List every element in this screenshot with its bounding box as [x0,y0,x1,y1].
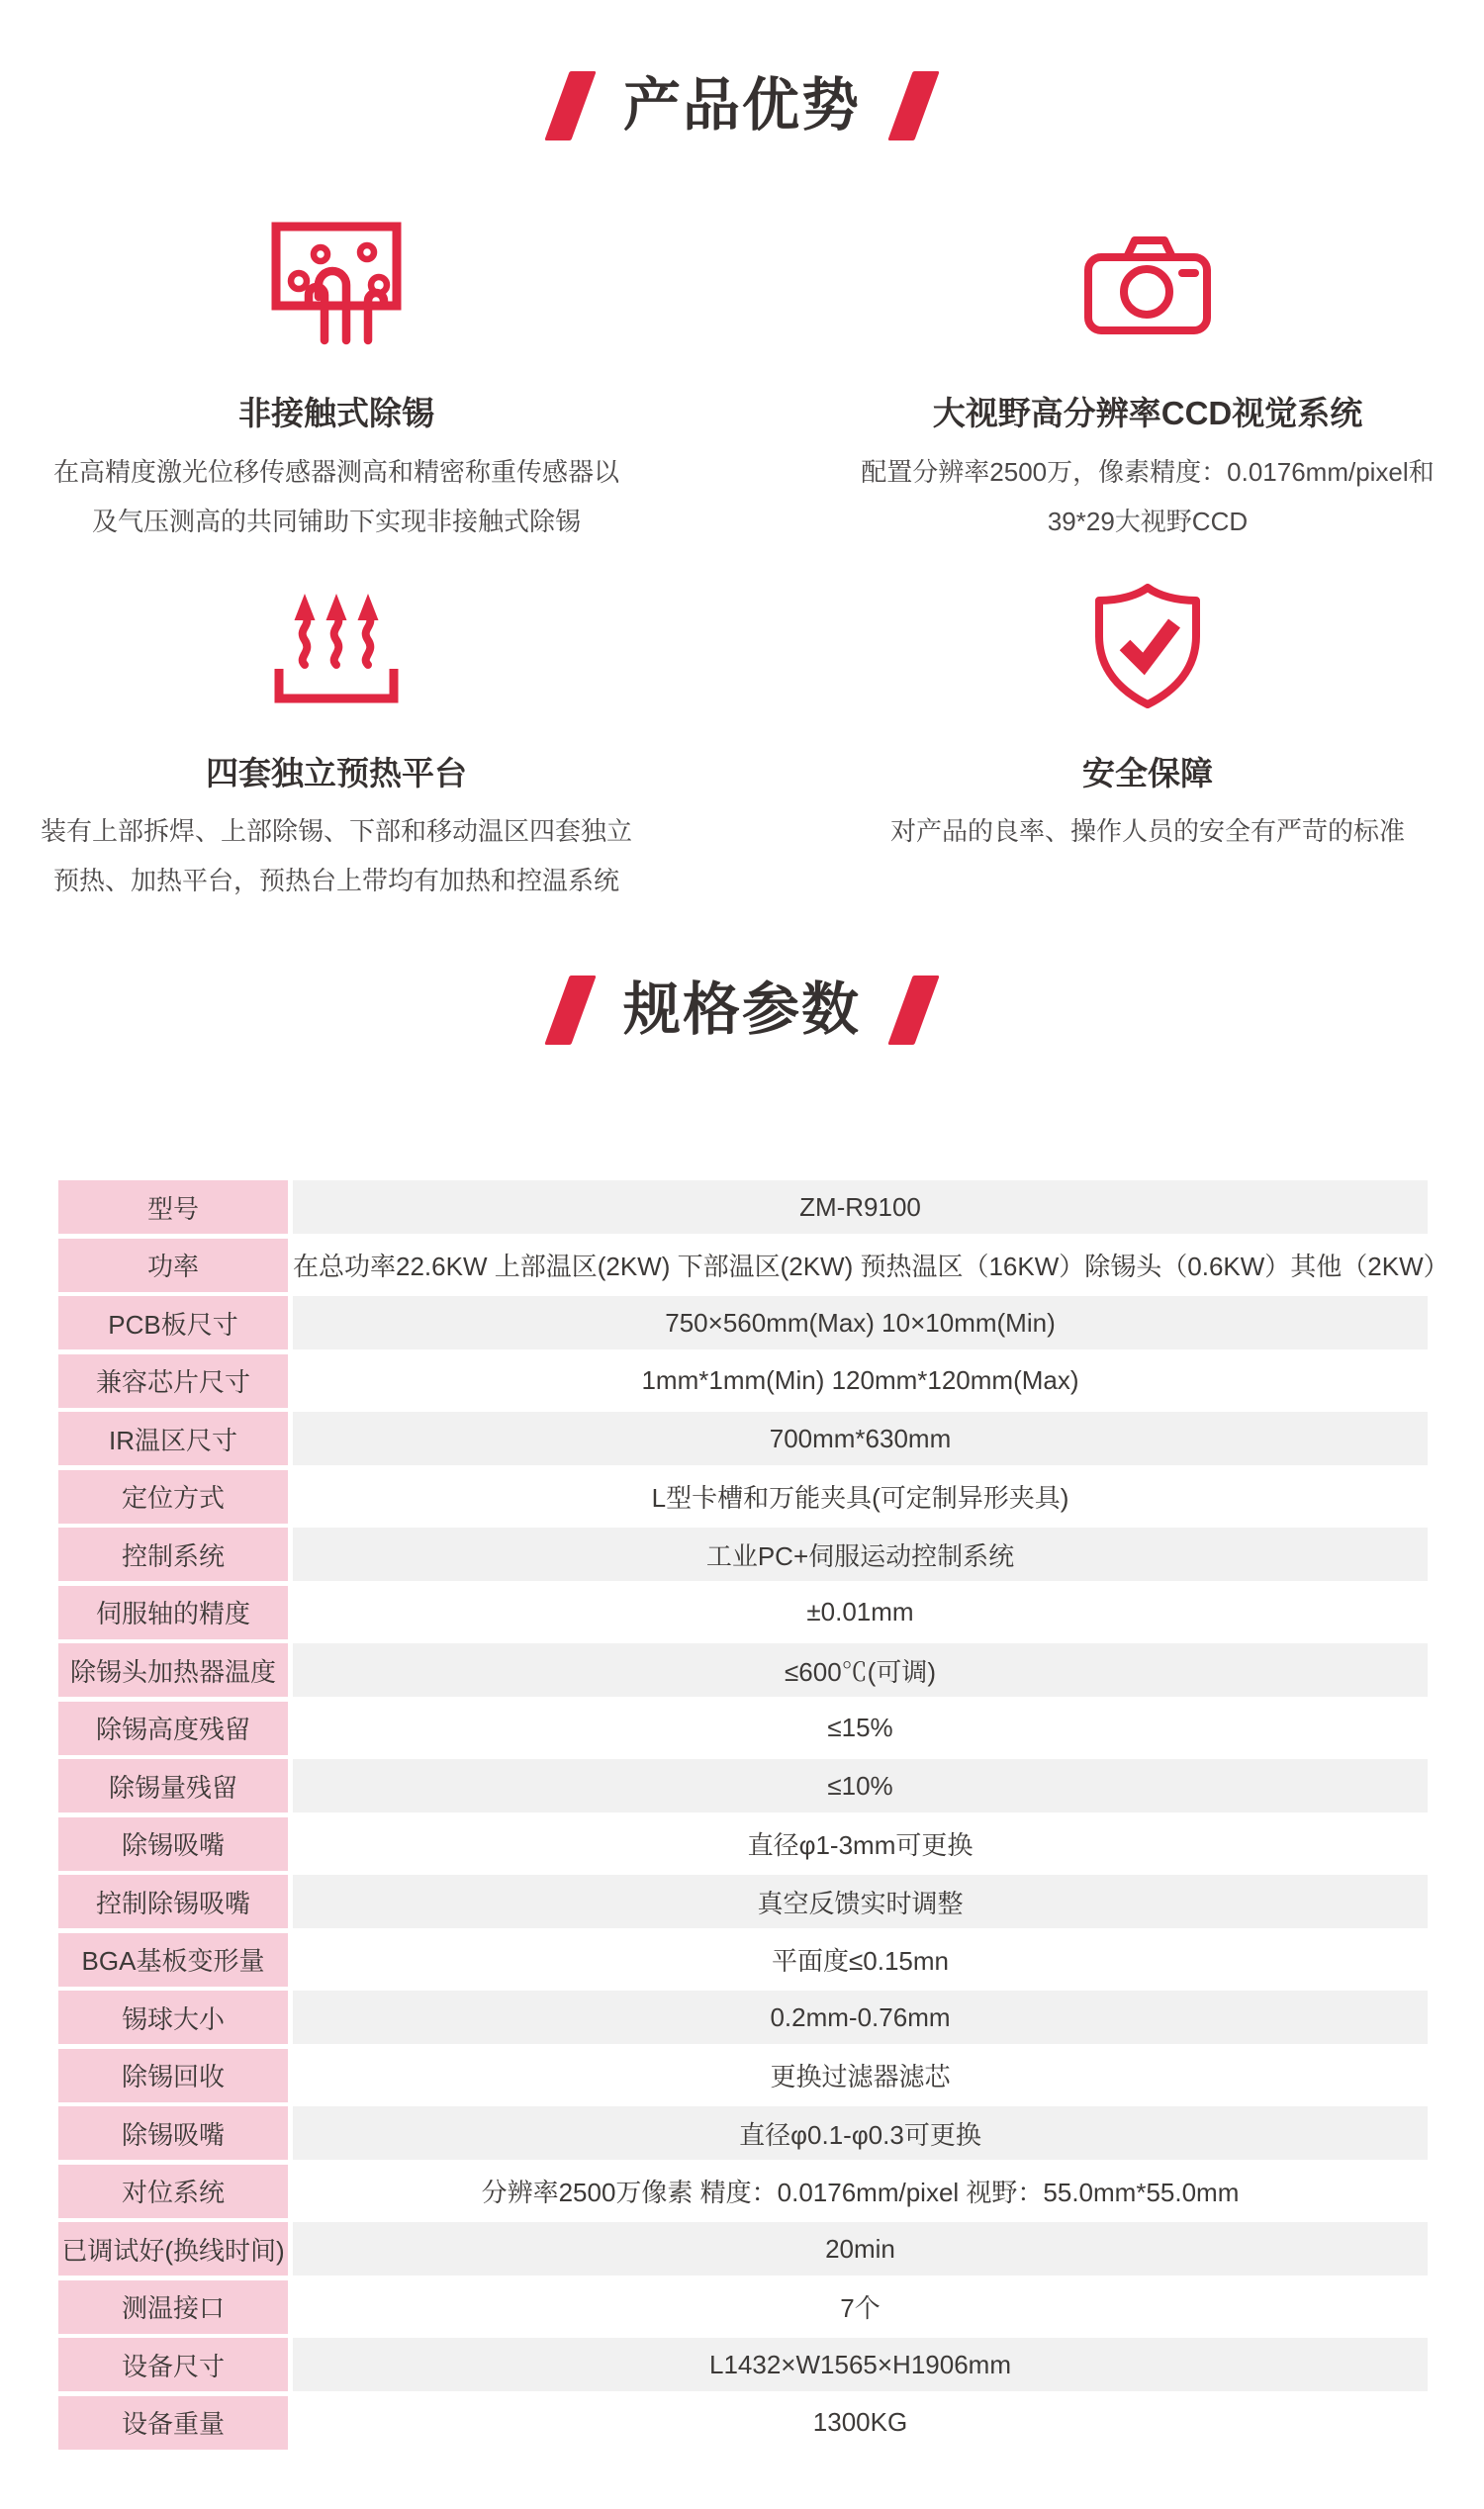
spec-row [58,1586,1428,1639]
red-slash-left-icon [544,71,596,140]
spec-row [58,2049,1428,2102]
advantages-title: 产品优势 [622,73,861,138]
spec-value: L型卡槽和万能夹具(可定制异形夹具) [293,1470,1428,1524]
spec-row [58,2222,1428,2276]
spec-label: 伺服轴的精度 [58,1586,288,1639]
feature-title: 非接触式除锡 [238,395,434,431]
spec-row [58,1643,1428,1697]
spec-value: ≤10% [293,1759,1428,1812]
desolder-heater-icon [271,222,402,350]
specs-section-title [0,976,1484,1045]
feature-icon-box [1083,222,1212,356]
camera-icon [1083,232,1212,338]
spec-label: 除锡量残留 [58,1759,288,1812]
spec-value: 工业PC+伺服运动控制系统 [293,1528,1428,1581]
feature-title: 四套独立预热平台 [206,754,467,791]
feature-description [890,806,1405,856]
spec-label: 型号 [58,1180,288,1234]
spec-label: 兼容芯片尺寸 [58,1354,288,1408]
spec-label: 测温接口 [58,2280,288,2334]
spec-row [58,1702,1428,1755]
spec-value: ≤600℃(可调) [293,1643,1428,1697]
spec-value: 0.2mm-0.76mm [293,1991,1428,2044]
feature-description [53,447,619,546]
spec-value: 1300KG [293,2396,1428,2450]
feature-description [41,806,632,905]
spec-row [58,1528,1428,1581]
red-slash-left-icon [544,976,596,1045]
spec-row [58,1933,1428,1987]
spec-label: 已调试好(换线时间) [58,2222,288,2276]
spec-row [58,2280,1428,2334]
feature-description [861,447,1434,546]
feature-desc-line: 装有上部拆焊、上部除锡、下部和移动温区四套独立 [40,816,632,847]
spec-value: ZM-R9100 [293,1180,1428,1234]
feature-desc-line: 配置分辨率2500万，像素精度：0.0176mm/pixel和 [861,456,1435,487]
feature-desc-line: 预热、加热平台，预热台上带均有加热和控温系统 [52,866,619,896]
spec-label: 除锡吸嘴 [58,1817,288,1871]
spec-row [58,1817,1428,1871]
spec-value: 700mm*630mm [293,1412,1428,1465]
spec-row [58,1759,1428,1812]
spec-value: 1mm*1mm(Min) 120mm*120mm(Max) [293,1354,1428,1408]
feature-card-ccd-vision [831,222,1464,546]
spec-row [58,2396,1428,2450]
feature-card-safety [831,582,1464,906]
spec-row [58,2106,1428,2160]
preheat-platform-icon [271,582,402,708]
spec-label: 定位方式 [58,1470,288,1524]
feature-desc-line: 39*29大视野CCD [1047,506,1249,536]
specs-title: 规格参数 [622,977,861,1042]
feature-icon-box [271,582,402,716]
spec-value: 分辨率2500万像素 精度：0.0176mm/pixel 视野：55.0mm*55.0mm [293,2165,1428,2218]
advantages-section-title [0,71,1484,140]
spec-value: 在总功率22.6KW 上部温区(2KW) 下部温区(2KW) 预热温区（16KW）除锡头（0.6KW）其他（2KW） [293,1239,1449,1292]
spec-label: 设备重量 [58,2396,288,2450]
spec-label: 除锡头加热器温度 [58,1643,288,1697]
spec-row [58,1412,1428,1465]
red-slash-right-icon [887,71,939,140]
spec-value: 更换过滤器滤芯 [293,2049,1428,2102]
spec-value: ±0.01mm [293,1586,1428,1639]
feature-title: 安全保障 [1082,754,1213,791]
spec-row [58,2165,1428,2218]
spec-label: 除锡吸嘴 [58,2106,288,2160]
feature-desc-line: 对产品的良率、操作人员的安全有严苛的标准 [889,816,1405,847]
spec-label: 设备尺寸 [58,2338,288,2391]
spec-value: ≤15% [293,1702,1428,1755]
spec-label: 锡球大小 [58,1991,288,2044]
spec-label: 控制除锡吸嘴 [58,1875,288,1928]
feature-desc-line: 在高精度激光位移传感器测高和精密称重传感器以 [52,456,619,487]
spec-row [58,1991,1428,2044]
feature-icon-box [1089,582,1206,716]
spec-row [58,1239,1449,1292]
spec-table [58,1180,1449,2454]
feature-title: 大视野高分辨率CCD视觉系统 [932,395,1363,431]
spec-row [58,1354,1428,1408]
feature-card-preheat-platform [20,582,653,906]
spec-value: 直径φ0.1-φ0.3可更换 [293,2106,1428,2160]
spec-value: L1432×W1565×H1906mm [293,2338,1428,2391]
spec-label: BGA基板变形量 [58,1933,288,1987]
spec-value: 真空反馈实时调整 [293,1875,1428,1928]
spec-row [58,2338,1428,2391]
spec-label: PCB板尺寸 [58,1296,288,1349]
spec-row [58,1470,1428,1524]
feature-icon-box [271,222,402,356]
feature-card-noncontact-desolder [20,222,653,546]
feature-desc-line: 及气压测高的共同铺助下实现非接触式除锡 [91,506,581,536]
spec-label: 功率 [58,1239,288,1292]
spec-row [58,1875,1428,1928]
spec-label: 除锡高度残留 [58,1702,288,1755]
spec-value: 平面度≤0.15mn [293,1933,1428,1987]
spec-value: 750×560mm(Max) 10×10mm(Min) [293,1296,1428,1349]
spec-row [58,1180,1428,1234]
shield-check-icon [1089,582,1206,712]
spec-label: 控制系统 [58,1528,288,1581]
spec-label: 除锡回收 [58,2049,288,2102]
spec-value: 7个 [293,2280,1428,2334]
spec-value: 直径φ1-3mm可更换 [293,1817,1428,1871]
spec-label: IR温区尺寸 [58,1412,288,1465]
spec-value: 20min [293,2222,1428,2276]
features-grid [20,222,1464,905]
spec-label: 对位系统 [58,2165,288,2218]
spec-row [58,1296,1428,1349]
red-slash-right-icon [887,976,939,1045]
